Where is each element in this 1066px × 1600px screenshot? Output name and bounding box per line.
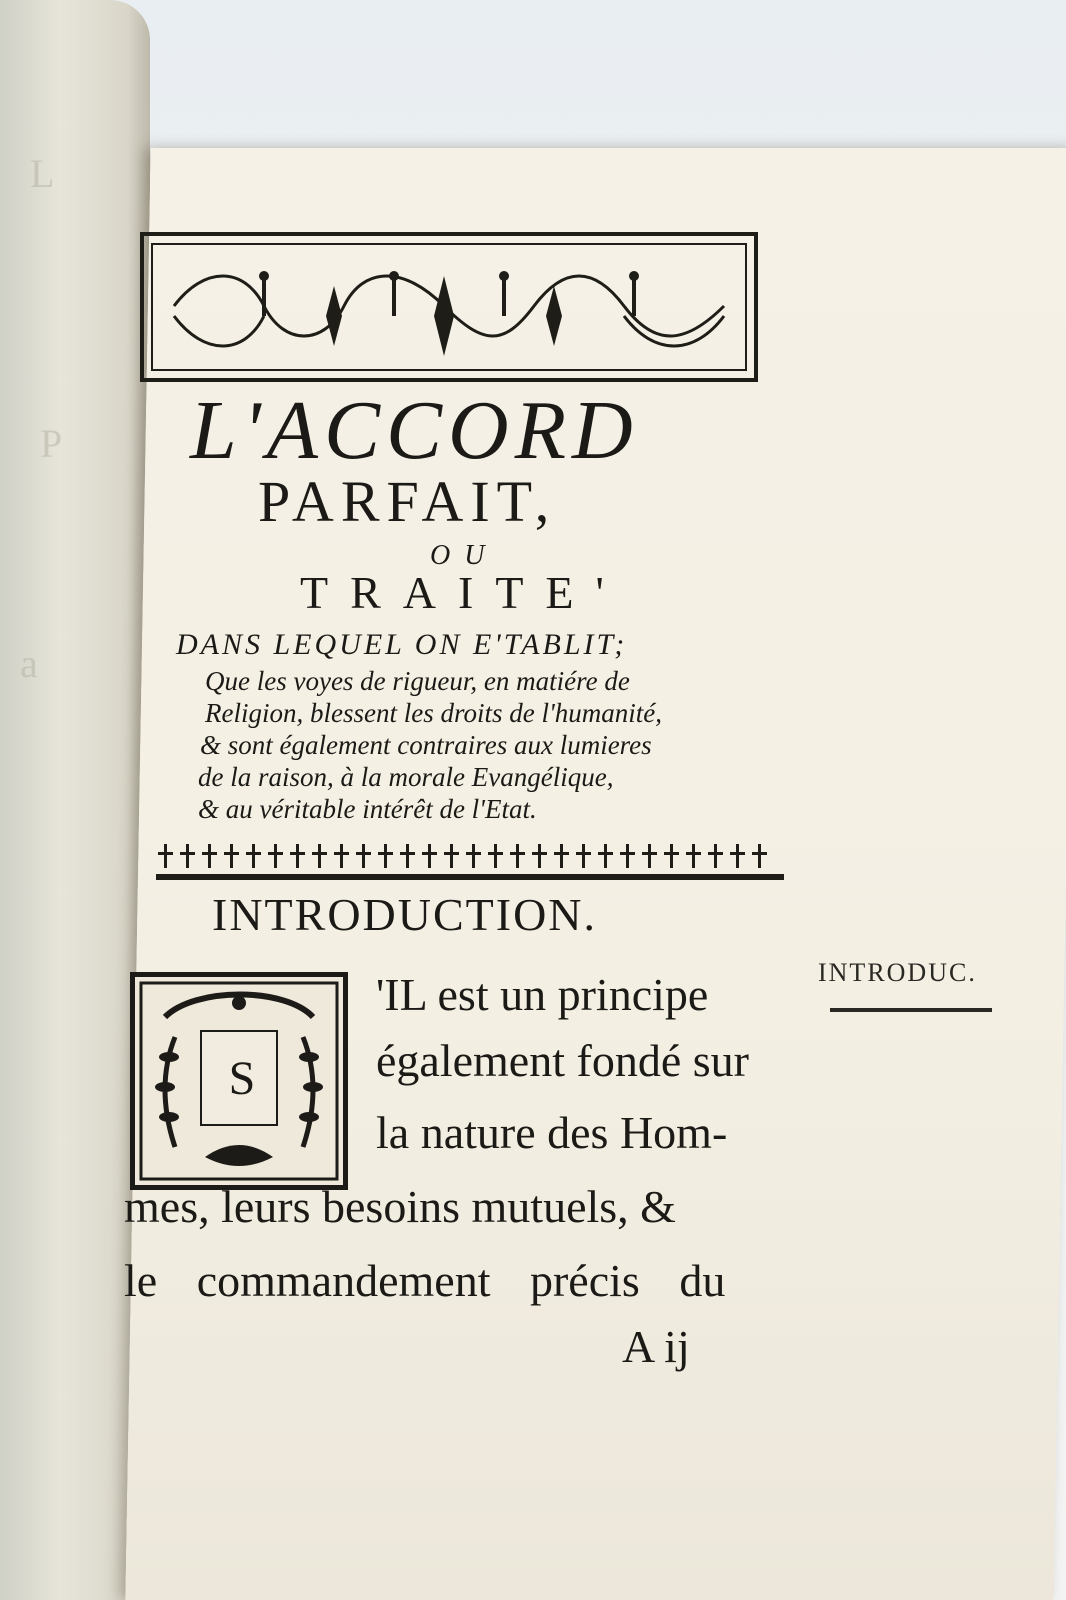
subtitle-line: Que les voyes de rigueur, en matiére de xyxy=(205,666,630,696)
title-line-parfait: PARFAIT, xyxy=(258,469,557,534)
subtitle-line: & au véritable intérêt de l'Etat. xyxy=(198,794,537,824)
body-line: le commandement précis du xyxy=(124,1255,726,1306)
ghost-glyph: a xyxy=(20,641,38,686)
ghost-glyph: L xyxy=(30,151,55,196)
decorated-initial xyxy=(130,972,348,1190)
ornamental-rule xyxy=(156,838,784,886)
subtitle-line: de la raison, à la morale Evangélique, xyxy=(198,762,614,792)
left-page-edge xyxy=(0,0,150,1600)
body-line: la nature des Hom- xyxy=(376,1107,728,1158)
body-line: mes, leurs besoins mutuels, & xyxy=(124,1181,676,1232)
title-line-dans-lequel: DANS LEQUEL ON E'TABLIT; xyxy=(176,628,628,661)
subtitle-line: Religion, blessent les droits de l'humanité, xyxy=(205,698,662,728)
headpiece-ornament-icon xyxy=(144,236,754,378)
ornamental-headpiece xyxy=(140,232,758,382)
handwritten-margin-note: INTRODUC. xyxy=(818,958,977,987)
section-heading: INTRODUCTION. xyxy=(212,889,598,940)
title-line-traite: TRAITE' xyxy=(300,567,626,618)
cross-border-icon xyxy=(156,838,784,886)
ghost-glyph: P xyxy=(40,421,63,466)
body-line: 'IL est un principe xyxy=(376,969,709,1020)
dropcap-letter: S xyxy=(228,1051,256,1105)
subtitle-line: & sont également contraires aux lumieres xyxy=(200,730,652,760)
title-line-ou: OU xyxy=(430,540,499,571)
title-line-accord: L'ACCORD xyxy=(190,384,639,477)
body-line: également fondé sur xyxy=(376,1035,749,1086)
signature-mark: A ij xyxy=(622,1321,690,1372)
margin-underline xyxy=(830,1008,992,1012)
